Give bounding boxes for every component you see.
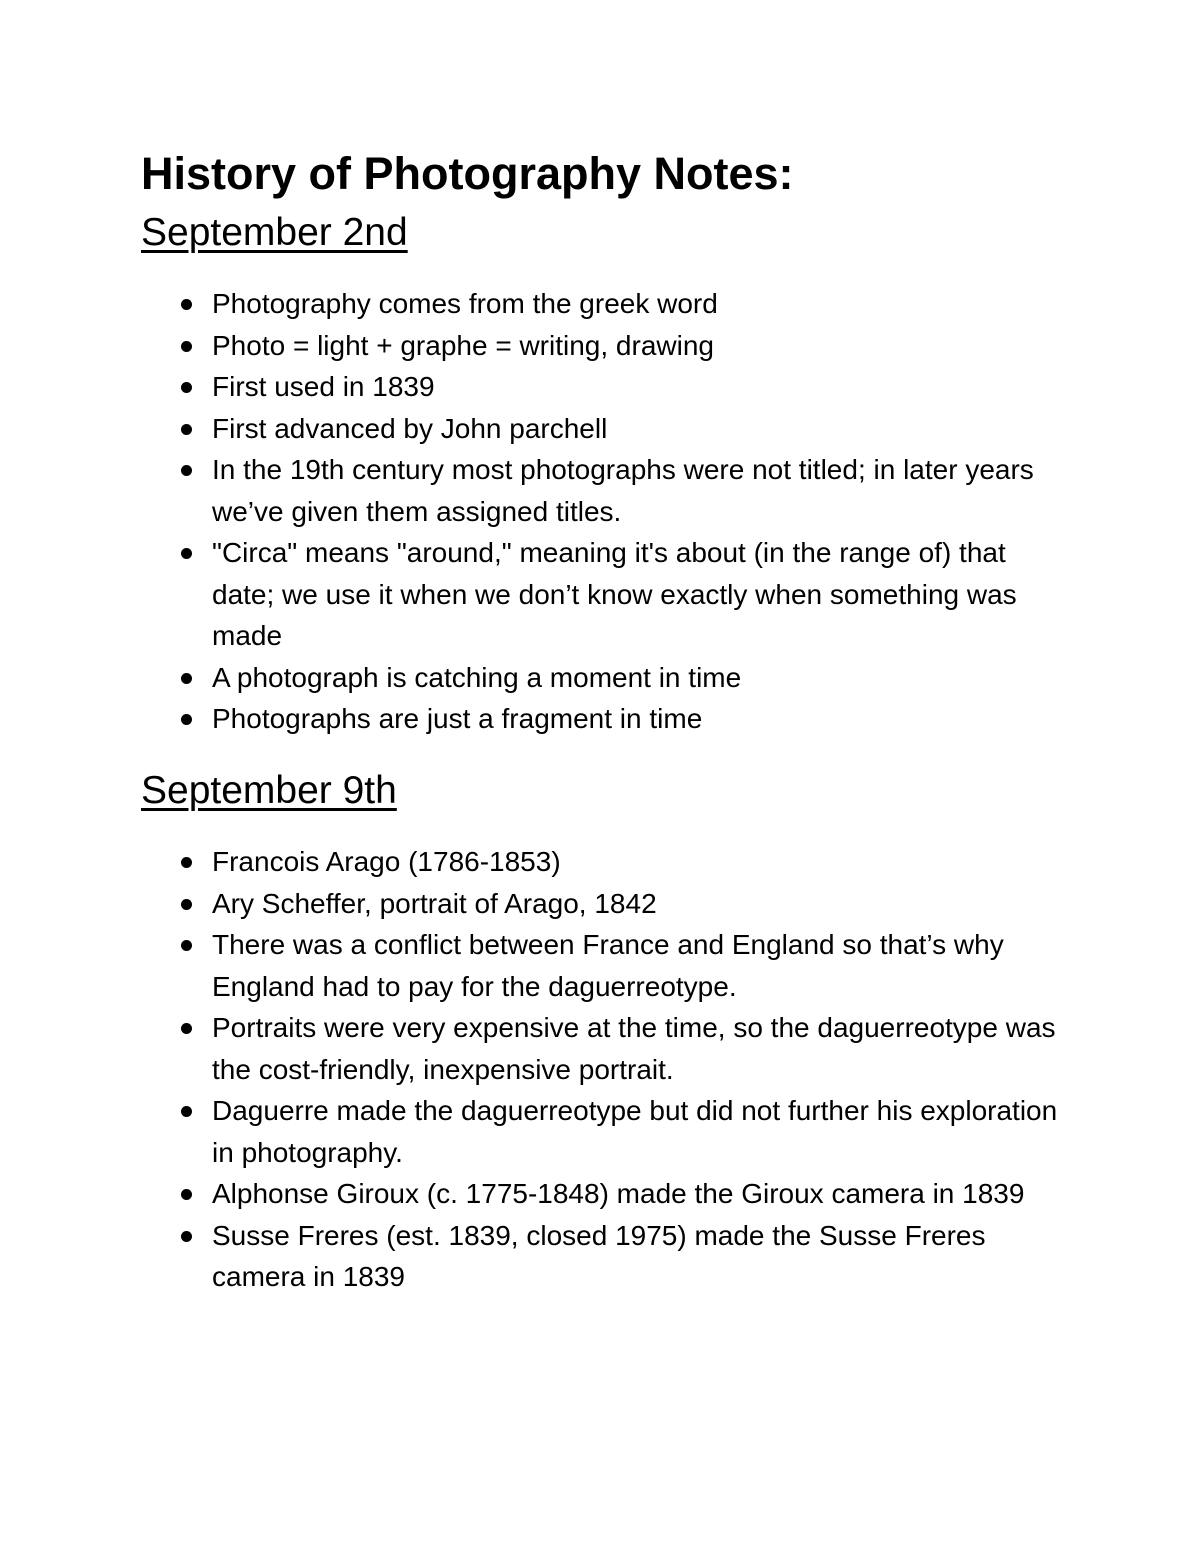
- list-item: First advanced by John parchell: [0, 408, 1072, 450]
- list-item: In the 19th century most photographs were not titled; in later years we’ve given them assigned titles.: [0, 449, 1072, 532]
- bullet-icon: [181, 940, 192, 951]
- list-item: Daguerre made the daguerreotype but did not further his exploration in photography.: [0, 1090, 1072, 1173]
- bullet-icon: [181, 341, 192, 352]
- list-item: A photograph is catching a moment in time: [0, 657, 1072, 699]
- bullet-icon: [181, 857, 192, 868]
- list-item: Ary Scheffer, portrait of Arago, 1842: [0, 883, 1072, 925]
- section-heading-september-9th: September 9th: [141, 769, 397, 812]
- list-item: First used in 1839: [0, 366, 1072, 408]
- document-title: History of Photography Notes:: [141, 148, 794, 199]
- list-item: Francois Arago (1786-1853): [0, 841, 1072, 883]
- bullet-icon: [181, 714, 192, 725]
- bullet-icon: [181, 382, 192, 393]
- list-item: Photographs are just a fragment in time: [0, 698, 1072, 740]
- list-item: Portraits were very expensive at the time, so the daguerreotype was the cost-friendly, inexpensive portrait.: [0, 1007, 1072, 1090]
- bullet-icon: [181, 465, 192, 476]
- list-item: Photo = light + graphe = writing, drawing: [0, 325, 1072, 367]
- bullet-icon: [181, 1106, 192, 1117]
- section-heading-september-2nd: September 2nd: [141, 211, 408, 254]
- bullet-icon: [181, 673, 192, 684]
- bullet-icon: [181, 548, 192, 559]
- list-item: Photography comes from the greek word: [0, 283, 1072, 325]
- bullet-icon: [181, 299, 192, 310]
- bullet-list-september-9th: [0, 841, 1200, 1298]
- list-item: There was a conflict between France and England so that’s why England had to pay for the daguerreotype.: [0, 924, 1072, 1007]
- bullet-icon: [181, 1189, 192, 1200]
- list-item: Susse Freres (est. 1839, closed 1975) made the Susse Freres camera in 1839: [0, 1215, 1072, 1298]
- bullet-icon: [181, 899, 192, 910]
- list-item: Alphonse Giroux (c. 1775-1848) made the Giroux camera in 1839: [0, 1173, 1072, 1215]
- bullet-icon: [181, 1023, 192, 1034]
- list-item: "Circa" means "around," meaning it's about (in the range of) that date; we use it when we don’t know exactly when something was made: [0, 532, 1072, 657]
- bullet-list-september-2nd: [0, 283, 1200, 740]
- bullet-icon: [181, 1231, 192, 1242]
- bullet-icon: [181, 424, 192, 435]
